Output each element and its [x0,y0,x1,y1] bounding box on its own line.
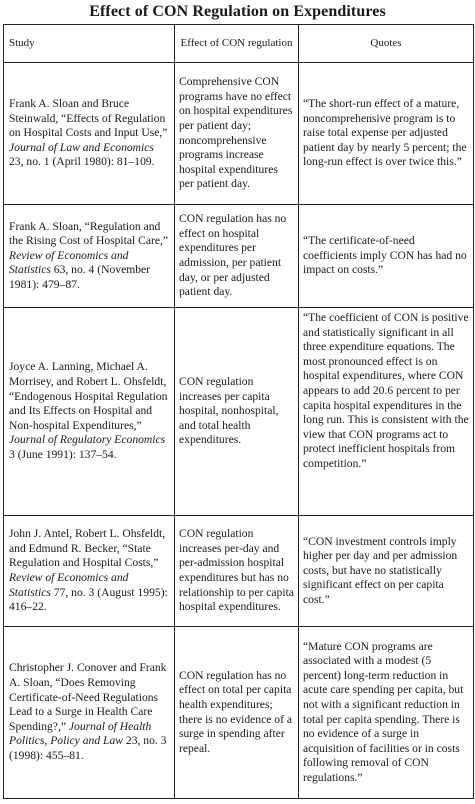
effect-cell: CON regulation increases per-day and per-admission hospital expenditures but has no relationship to per capita hospital expenditures. [175,516,299,627]
quote-cell: “The coefficient of CON is positive and statistically significant in all three expenditure equations. The most pronounced effect is on hospital expenditures, where CON appears to add 20.6 percent to per capita hospital expenditures in the long run. This is consistent with the view that CON programs act to protect inefficient hospitals from competition.” [299,308,474,516]
con-effects-table [3,24,474,799]
journal-name: Journal of Regulatory Economics [9,433,166,447]
quote-cell: “Mature CON programs are associated with a modest (5 percent) long-term reduction in acute care spending per capita, but not with a significant reduction in total per capita spending. There is no evidence of a surge in acquisition of facilities or in costs following removal of CON regulations.” [299,627,474,799]
table-row [4,63,474,205]
quote-cell: “CON investment controls imply higher per day and per admission costs, but have no statistically significant effect on per capita cost.” [299,516,474,627]
study-cell: Frank A. Sloan, “Regulation and the Rising Cost of Hospital Care,” Review of Economics and Statistics 63, no. 4 (November 1981): 479–87. [4,205,175,308]
effect-cell: CON regulation has no effect on total per capita health expenditures; there is no evidence of a surge in spending after repeal. [175,627,299,799]
study-cell: Christopher J. Conover and Frank A. Sloan, “Does Removing Certificate-of-Need Regulations Lead to a Surge in Health Care Spending?,” Journal of Health Politics, Policy and Law 23, no. 3 (1998): 455–81. [4,627,175,799]
quote-cell: “The short-run effect of a mature, noncomprehensive program is to raise total expense per adjusted patient day by nearly 5 percent; the long-run effect is over twice this.” [299,63,474,205]
study-cell: John J. Antel, Robert L. Ohsfeldt, and Edmund R. Becker, “State Regulation and Hospital Costs,” Review of Economics and Statistics 77, no. 3 (August 1995): 416–22. [4,516,175,627]
table-row [4,627,474,799]
journal-name: Journal of Law and Economics [9,140,154,154]
journal-name: Review of Economics and Statistics [9,248,129,277]
effect-cell: Comprehensive CON programs have no effect on hospital expenditures per patient day; noncomprehensive programs increase hospital expenditures per patient day. [175,63,299,205]
journal-name: Review of Economics and Statistics [9,571,129,599]
header-effect: Effect of CON regulation [175,25,299,63]
study-cell: Frank A. Sloan and Bruce Steinwald, “Effects of Regulation on Hospital Costs and Input Use,” Journal of Law and Economics 23, no. 1 (April 1980): 81–109. [4,63,175,205]
header-row [4,25,474,63]
table-row [4,308,474,516]
table-row [4,516,474,627]
study-cell: Joyce A. Lanning, Michael A. Morrisey, and Robert L. Ohsfeldt, “Endogenous Hospital Regulation and Its Effects on Hospital and Non-hospital Expenditures,” Journal of Regulatory Economics 3 (June 1991): 137–54. [4,308,175,516]
effect-cell: CON regulation has no effect on hospital expenditures per admission, per patient day, or per adjusted patient day. [175,205,299,308]
table-row [4,205,474,308]
table-title: Effect of CON Regulation on Expenditures [89,3,386,20]
journal-name: Journal of Health Politics, Policy and Law [9,719,152,748]
header-study: Study [4,25,175,63]
header-quotes: Quotes [299,25,474,63]
effect-cell: CON regulation increases per capita hospital, nonhospital, and total health expenditures. [175,308,299,516]
quote-cell: “The certificate-of-need coefficients imply CON has had no impact on costs.” [299,205,474,308]
